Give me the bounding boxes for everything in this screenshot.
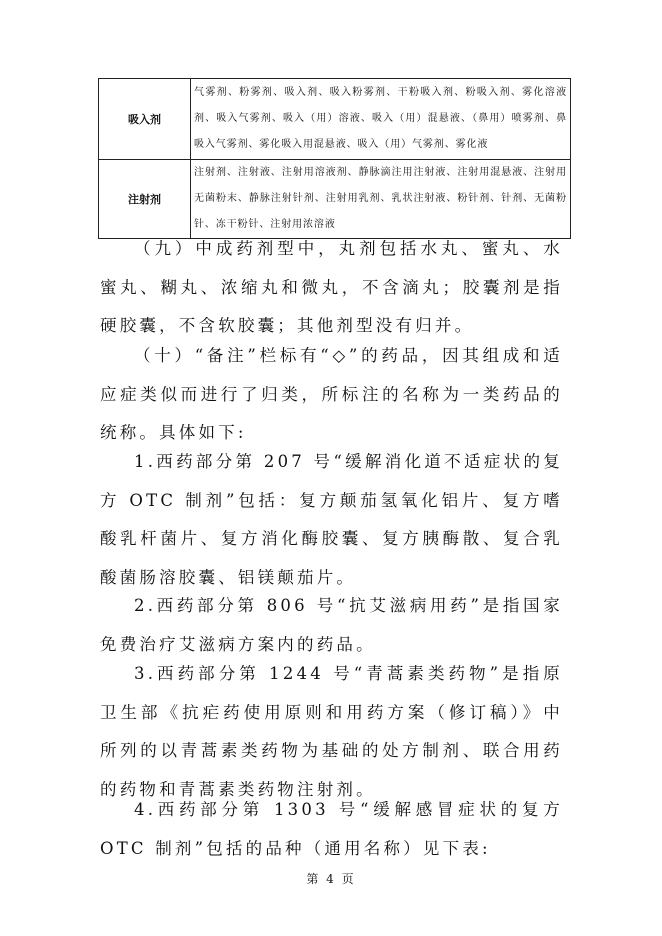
dosage-form-name: 注射剂 bbox=[99, 160, 191, 239]
paragraph-item-2: 2.西药部分第 806 号“抗艾滋病用药”是指国家免费治疗艾滋病方案内的药品。 bbox=[100, 596, 563, 654]
table-row bbox=[99, 160, 571, 239]
dosage-form-content: 气雾剂、粉雾剂、吸入剂、吸入粉雾剂、干粉吸入剂、粉吸入剂、雾化溶液剂、吸入气雾剂、吸入（用）溶液、吸入（用）混悬液、（鼻用）喷雾剂、鼻吸入气雾剂、雾化吸入用混悬液、吸入（用）气雾剂、雾化液 bbox=[191, 79, 571, 160]
dosage-form-table bbox=[98, 78, 571, 239]
paragraph-item-3: 3.西药部分第 1244 号“青蒿素类药物”是指原卫生部《抗疟药使用原则和用药方案（修订稿）》中所列的以青蒿素类药物为基础的处方制剂、联合用药的药物和青蒿素类药物注射剂。 bbox=[100, 664, 563, 799]
table-row bbox=[99, 79, 571, 160]
paragraph-item-1: 1.西药部分第 207 号“缓解消化道不适症状的复方 OTC 制剂”包括：复方颠茄氢氧化铝片、复方嗜酸乳杆菌片、复方消化酶胶囊、复方胰酶散、复合乳酸菌肠溶胶囊、铝镁颠茄片。 bbox=[100, 452, 563, 587]
paragraph-9: （九）中成药剂型中，丸剂包括水丸、蜜丸、水蜜丸、糊丸、浓缩丸和微丸，不含滴丸；胶囊剂是指硬胶囊，不含软胶囊；其他剂型没有归并。 bbox=[100, 239, 563, 335]
paragraph-item-4: 4.西药部分第 1303 号“缓解感冒症状的复方 OTC 制剂”包括的品种（通用名称）见下表: bbox=[100, 800, 563, 858]
dosage-form-name: 吸入剂 bbox=[99, 79, 191, 160]
page-number: 第 4 页 bbox=[306, 872, 356, 886]
dosage-form-content: 注射剂、注射液、注射用溶液剂、静脉滴注用注射液、注射用混悬液、注射用无菌粉末、静脉注射针剂、注射用乳剂、乳状注射液、粉针剂、针剂、无菌粉针、冻干粉针、注射用浓溶液 bbox=[191, 160, 571, 239]
paragraph-10: （十）“备注”栏标有“◇”的药品，因其组成和适应症类似而进行了归类，所标注的名称为一类药品的统称。具体如下: bbox=[100, 346, 563, 442]
